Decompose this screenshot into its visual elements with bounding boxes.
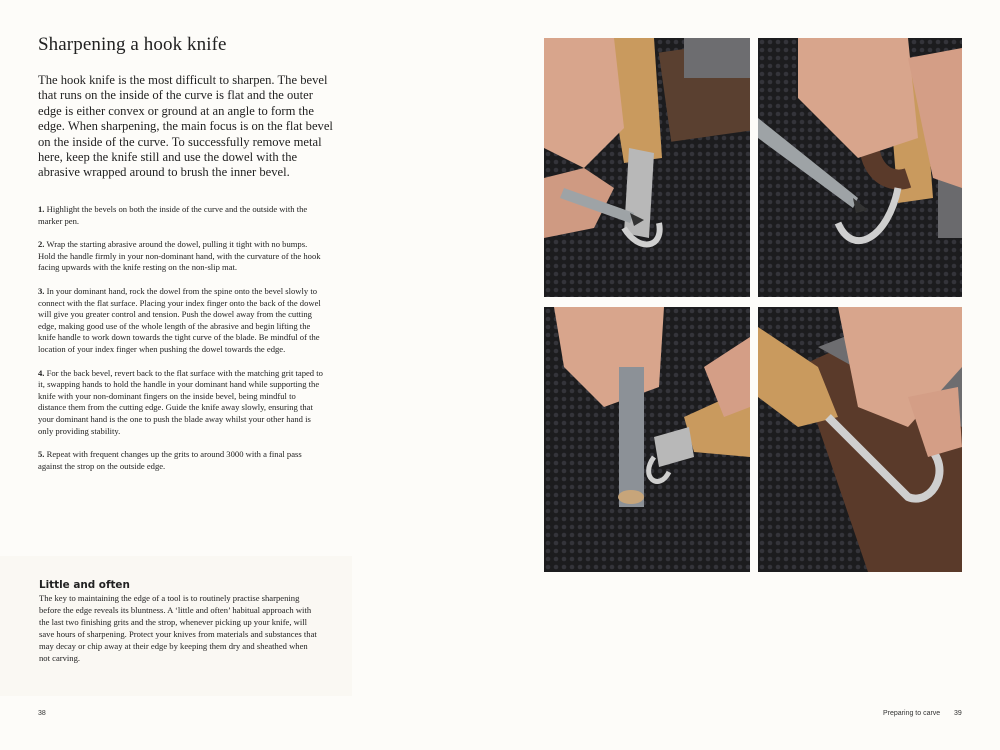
step-text: Repeat with frequent changes up the grits to around 3000 with a final pass against the strop on the outside edge. bbox=[38, 449, 302, 471]
step-text: For the back bevel, revert back to the flat surface with the matching grit taped to it, swapping hands to hold the handle in your dominant hand while supporting the knife with your non-dominant fingers on the inside bevel, being mindful to distance them from the cutting edge. Guide the knife away slowly, ensuring that your dominant hand is the one to push the blade away whilst your other hand is only providing stability. bbox=[38, 367, 323, 436]
steps-list bbox=[38, 204, 323, 484]
photo-inside-curve bbox=[758, 38, 962, 297]
running-footer-section: Preparing to carve bbox=[883, 710, 941, 717]
step-number: 5. bbox=[38, 449, 45, 460]
step-number: 2. bbox=[38, 239, 45, 250]
right-page-number: 39 bbox=[954, 710, 962, 717]
photo-marking-bevel bbox=[544, 38, 750, 297]
left-page-number: 38 bbox=[38, 710, 46, 717]
step-item bbox=[38, 368, 323, 438]
page-title: Sharpening a hook knife bbox=[38, 34, 227, 55]
step-item bbox=[38, 204, 323, 227]
step-text: Highlight the bevels on both the inside of the curve and the outside with the marker pen. bbox=[38, 204, 308, 226]
step-number: 3. bbox=[38, 285, 45, 296]
step-item bbox=[38, 286, 323, 356]
photo-dowel-abrasive bbox=[544, 307, 750, 572]
intro-paragraph: The hook knife is the most difficult to sharpen. The bevel that runs on the inside of the curve is flat and the outer edge is either convex or ground at an angle to form the edge. When sharpening, the main focus is on the flat bevel on the inside of the curve. To successfully remove metal here, keep the knife still and use the dowel with the abrasive wrapped around to brush the inner bevel. bbox=[38, 73, 333, 180]
step-item bbox=[38, 239, 323, 274]
step-number: 1. bbox=[38, 204, 45, 214]
step-item bbox=[38, 449, 323, 472]
step-text: In your dominant hand, rock the dowel from the spine onto the bevel slowly to connect with the flat surface. Placing your index finger onto the back of the dowel will give you greater control and tension. Push the dowel away from the cutting edge, making good use of the whole length of the abrasive and begin lifting the knife handle to work down towards the tight curve of the blade. Be mindful of the location of your index finger when pushing the dowel towards the edge. bbox=[38, 285, 321, 354]
step-text: Wrap the starting abrasive around the dowel, pulling it tight with no bumps. Hold the handle firmly in your non-dominant hand, with the curvature of the hook facing upwards with the knife resting on the non-slip mat. bbox=[38, 239, 321, 273]
photo-back-bevel bbox=[758, 307, 962, 572]
tip-title: Little and often bbox=[39, 579, 130, 591]
tip-text: The key to maintaining the edge of a tool is to routinely practise sharpening before the edge reveals its bluntness. A ‘little and often’ habitual approach with the last two finishing grits and the strop, whenever picking up your knife, will save hours of sharpening. Protect your knives from materials and substances that may decay or chip away at their edge by keeping them dry and sheathed when not carving. bbox=[39, 593, 317, 663]
step-number: 4. bbox=[38, 367, 45, 378]
